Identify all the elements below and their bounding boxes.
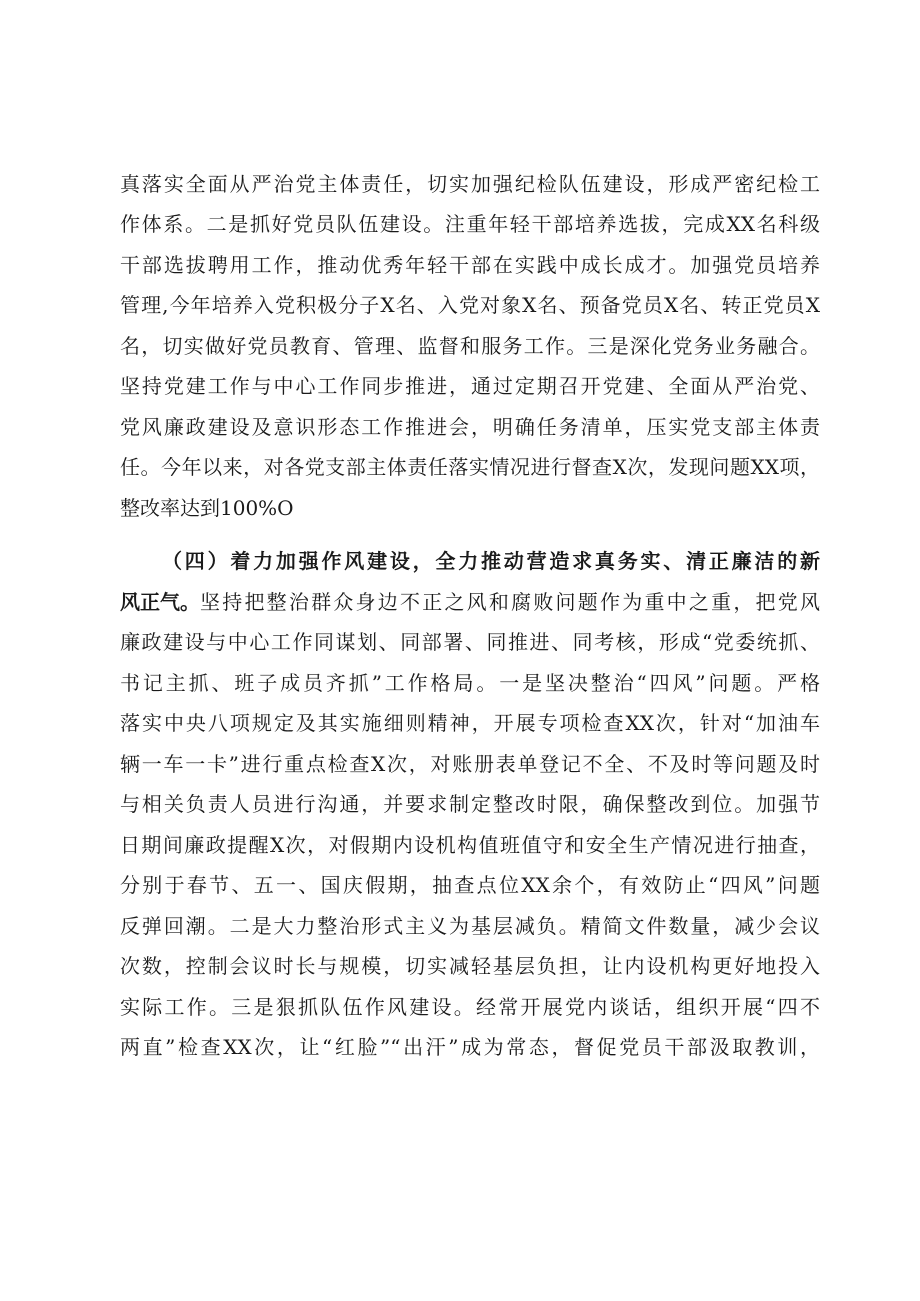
paragraph-2-line-9: 分别于春节、五一、国庆假期，抽查点位XX余个，有效防止“四风”问题 [120, 873, 820, 897]
paragraph-2-line-12: 实际工作。三是狠抓队伍作风建设。经常开展党内谈话，组织开展“四不 [120, 995, 820, 1019]
paragraph-2-line-7: 与相关负责人员进行沟通，并要求制定整改时限，确保整改到位。加强节 [120, 792, 820, 816]
paragraph-1-line-2: 作体系。二是抓好党员队伍建设。注重年轻干部培养选拔，完成XX名科级 [120, 212, 820, 236]
paragraph-2-line-8: 日期间廉政提醒X次，对假期内设机构值班值守和安全生产情况进行抽查， [120, 833, 820, 857]
paragraph-2-line-5: 落实中央八项规定及其实施细则精神，开展专项检查XX次，针对“加油车 [120, 711, 820, 735]
paragraph-1-line-4: 管理,今年培养入党积极分子X名、入党对象X名、预备党员X名、转正党员X [120, 293, 820, 317]
paragraph-2-line-2-text: 坚持把整治群众身边不正之风和腐败问题作为重中之重，把党风 [200, 590, 820, 614]
paragraph-2-line-10: 反弹回潮。二是大力整治形式主义为基层减负。精简文件数量，减少会议 [120, 914, 820, 938]
section-heading-4: （四）着力加强作风建设，全力推动营造求真务实、清正廉洁的新 [162, 549, 820, 573]
paragraph-1-line-3: 干部选拔聘用工作，推动优秀年轻干部在实践中成长成才。加强党员培养 [120, 253, 820, 277]
paragraph-1-line-8: 任。今年以来，对各党支部主体责任落实情况进行督查X次，发现问题XX项， [120, 455, 820, 479]
paragraph-2-line-4: 书记主抓、班子成员齐抓”工作格局。一是坚决整治“四风”问题。严格 [120, 671, 820, 695]
paragraph-1-line-5: 名，切实做好党员教育、管理、监督和服务工作。三是深化党务业务融合。 [120, 334, 820, 358]
paragraph-2-line-6: 辆一车一卡”进行重点检查X次，对账册表单登记不全、不及时等问题及时 [120, 752, 820, 776]
paragraph-2-line-2 [120, 590, 820, 614]
paragraph-1-line-7: 党风廉政建设及意识形态工作推进会，明确任务清单，压实党支部主体责 [120, 415, 820, 439]
section-heading-4-end: 风正气。 [120, 590, 200, 614]
paragraph-2-line-13: 两直”检查XX次，让“红脸”“出汗”成为常态，督促党员干部汲取教训， [120, 1035, 820, 1059]
paragraph-1-line-1: 真落实全面从严治党主体责任，切实加强纪检队伍建设，形成严密纪检工 [120, 172, 820, 196]
paragraph-2-line-3: 廉政建设与中心工作同谋划、同部署、同推进、同考核，形成“党委统抓、 [120, 630, 820, 654]
paragraph-2-line-11: 次数，控制会议时长与规模，切实减轻基层负担，让内设机构更好地投入 [120, 954, 820, 978]
paragraph-1-line-9: 整改率达到100%O [120, 496, 294, 520]
paragraph-1-line-6: 坚持党建工作与中心工作同步推进，通过定期召开党建、全面从严治党、 [120, 374, 820, 398]
